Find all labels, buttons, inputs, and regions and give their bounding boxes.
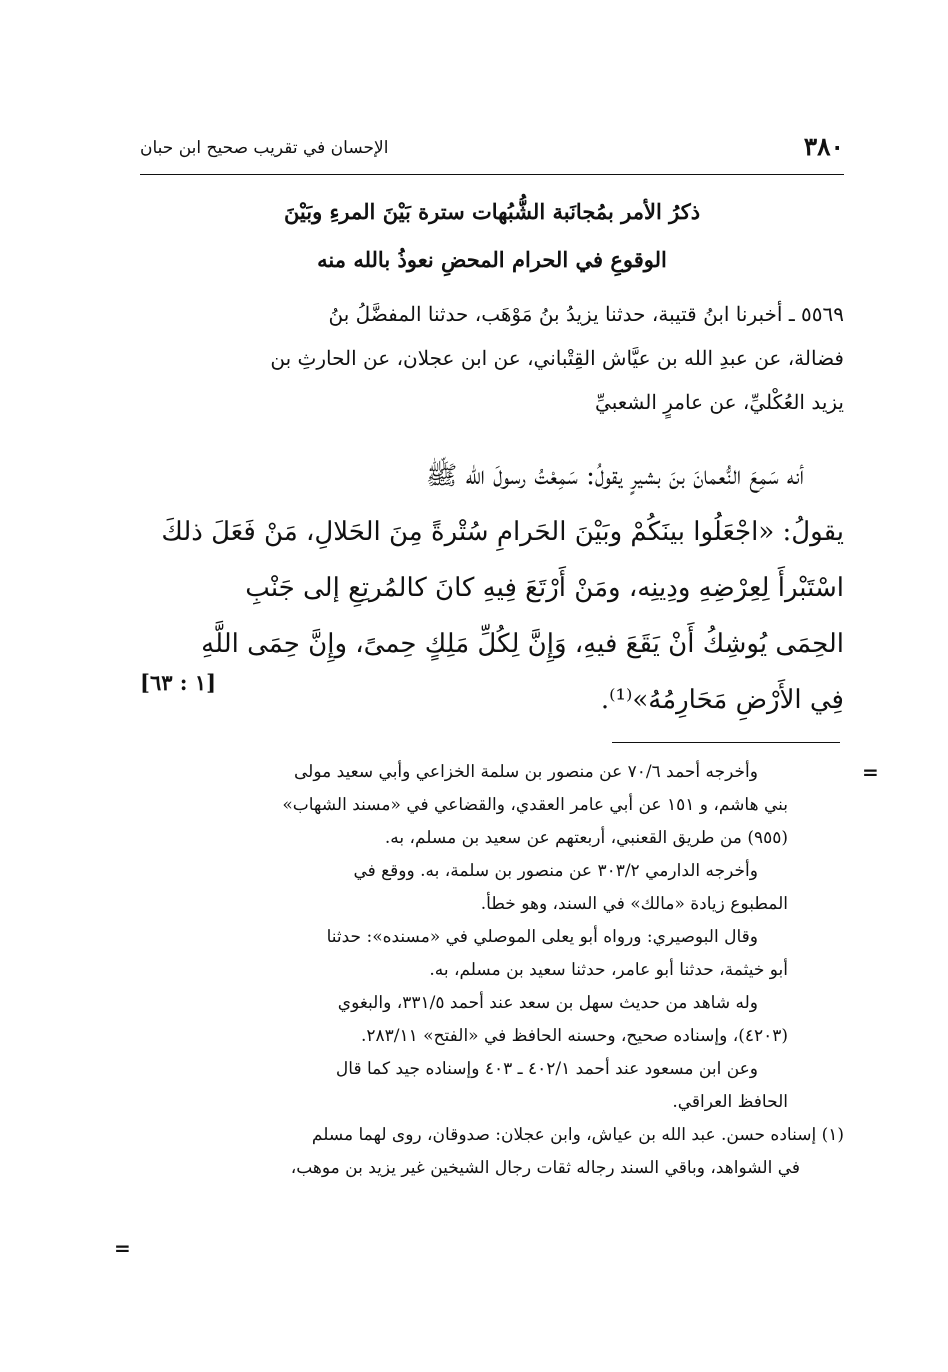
continuation-mark: = (114, 1236, 131, 1260)
hadith-line: فِي الأَرْضِ مَحَارِمُهُ»⁽¹⁾. (600, 685, 844, 715)
footnote-line: (١) إسناده حسن. عبد الله بن عياش، وابن عجلان: صدوقان، روى لهما مسلم (311, 1125, 844, 1145)
footnote-rule (612, 742, 840, 743)
section-title-line: ذكرُ الأمر بمُجانَبة الشُّبُهات سترة بَيْنَ المرءِ وبَيْنَ (283, 199, 701, 224)
footnotes (138, 756, 844, 1185)
hadith-reference: [١ : ٦٣] (140, 670, 217, 695)
isnad-line: يزيد العُكْليِّ، عن عامرٍ الشعبيِّ (595, 390, 844, 414)
footnote-line: وأخرجه الدارمي ٣٠٣/٢ عن منصور بن سلمة، به. ووقع في (353, 861, 758, 881)
continuation-mark: = (862, 760, 879, 784)
isnad-line: فضالة، عن عبدِ الله بن عيَّاش القِتْباني، عن ابن عجلان، عن الحارثِ بن (270, 346, 844, 370)
section-title (160, 188, 824, 284)
book-title: الإحسان في تقريب صحيح ابن حبان (140, 138, 389, 158)
header-rule (140, 174, 844, 175)
footnote-line: وقال البوصيري: ورواه أبو يعلى الموصلي في «مسنده»: حدثنا (326, 927, 758, 947)
footnote-line: (٩٥٥) من طريق القعنبي، أربعتهم عن سعيد بن مسلم، به. (384, 828, 788, 848)
footnote-line: (٤٢٠٣)، وإسناده صحيح، وحسنه الحافظ في «الفتح» ٢٨٣/١١. (360, 1026, 788, 1046)
footnote-line: الحافظ العراقي. (672, 1092, 788, 1112)
hadith-line: أنه سَمِعَ النُّعمانَ بنَ بشيرٍ يقولُ: سَمِعْتُ رسولَ الله ﷺ (425, 461, 804, 491)
isnad-paragraph (138, 292, 844, 424)
section-title-line: الوقوعِ في الحرام المحضِ نعوذُ بالله منه (317, 247, 667, 272)
footnote-line: في الشواهد، وباقي السند رجاله ثقات رجال الشيخين غير يزيد بن موهب، (290, 1158, 800, 1178)
footnote-line: وله شاهد من حديث سهل بن سعد عند أحمد ٣٣١/٥، والبغوي (337, 993, 758, 1013)
footnote-line: بني هاشم، و ١٥١ عن أبي عامر العقدي، والقضاعي في «مسند الشهاب» (282, 795, 788, 815)
page-number: ٣٨٠ (803, 132, 844, 161)
hadith-text (136, 448, 844, 728)
footnote-line: المطبوع زيادة «مالك» في السند، وهو خطأ. (480, 894, 788, 914)
running-head (140, 126, 844, 166)
footnote-line: وأخرجه أحمد ٧٠/٦ عن منصور بن سلمة الخزاعي وأبي سعيد مولى (293, 762, 758, 782)
hadith-line: يقولُ: «اجْعَلُوا بينَكُمْ وبَيْنَ الحَرامِ سُتْرةً مِنَ الحَلالِ، مَنْ فَعَلَ ذلكَ (161, 517, 844, 547)
hadith-line: الحِمَى يُوشِكُ أَنْ يَقَعَ فيهِ، وَإِنَّ لِكُلِّ مَلِكٍ حِمىً، وإِنَّ حِمَى اللَّهِ (201, 629, 844, 659)
footnote-line: وعن ابن مسعود عند أحمد ٤٠٢/١ ـ ٤٠٣ وإسناده جيد كما قال (335, 1059, 758, 1079)
hadith-line: اسْتَبْرأَ لِعِرْضِهِ ودِينِه، ومَنْ أَرْتَعَ فِيهِ كانَ كالمُرتِعِ إلى جَنْبِ (245, 573, 844, 603)
footnote-line: أبو خيثمة، حدثنا أبو عامر، حدثنا سعيد بن مسلم، به. (429, 960, 788, 980)
isnad-line: ٥٥٦٩ ـ أخبرنا ابنُ قتيبة، حدثنا يزيدُ بنُ مَوْهَب، حدثنا المفضَّلُ بنُ (328, 302, 844, 326)
